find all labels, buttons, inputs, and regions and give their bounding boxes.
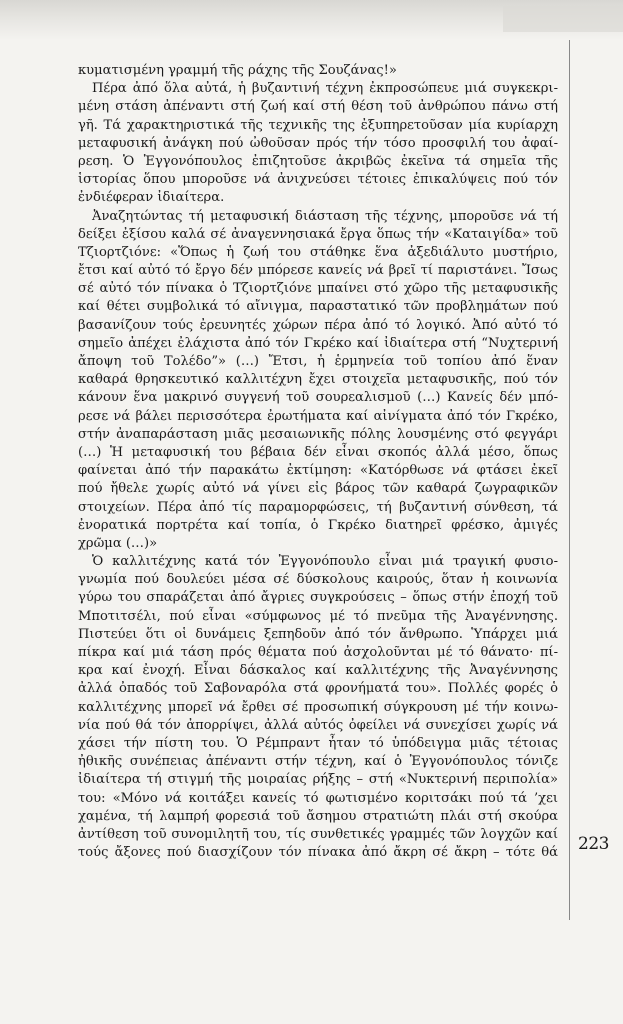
text-line: ἱστορίας ὅπου μποροῦσε νά ἀνιχνεύσει τέτοιες ἐπικαλύψεις πού τόν <box>78 172 558 188</box>
text-line: Τζιορτζιόνε: «Ὅπως ἡ ζωή του στάθηκε ἕνα ἀξεδιάλυτο μυστήριο, <box>78 244 558 260</box>
text-line: Πιστεύει ὅτι οἱ δυνάμεις ξεπηδοῦν ἀπό τόν ἄνθρωπο. Ὑπάρχει μιά <box>78 626 558 642</box>
text-line: γνωμία πού δουλεύει μέσα σέ δύσκολους καιρούς, ὅταν ἡ κοινωνία <box>78 572 558 588</box>
text-line: χάσει τήν πίστη του. Ὁ Ρέμπραντ ἦταν τό ὑπόδειγμα μιᾶς τέτοιας <box>78 735 558 751</box>
text-line: χρῶμα (…)» <box>78 535 158 551</box>
text-line: Ὁ καλλιτέχνης κατά τόν Ἐγγονόπουλο εἶναι μιά τραγική φυσιο- <box>92 554 558 570</box>
text-line: κάνουν ἕνα μακρινό συγγενή τοῦ σουρεαλισμοῦ (…) Κανείς δέν μπό- <box>78 390 558 406</box>
text-line: ἀντίθεση τοῦ συνομιλητῆ του, τίς συνθετικές γραμμές τῶν λογχῶν καί <box>78 826 558 842</box>
text-line: χαμένα, τή λαμπρή φορεσιά τοῦ ἄσημου στρατιώτη πλάι στή σκούρα <box>78 808 558 824</box>
text-line: ἐνδιέφεραν ἰδιαίτερα. <box>78 190 225 206</box>
text-line: μένη στάση ἀπέναντι στή ζωή καί στή θέση τοῦ ἀνθρώπου πάνω στή <box>78 99 558 115</box>
text-line: μεταφυσική ἀνάγκη πού ὠθοῦσαν πρός τήν τόσο προσφιλή του ἀφαί- <box>78 135 558 151</box>
text-line: ρεση. Ὁ Ἐγγονόπουλος ἐπιζητοῦσε ἀκριβῶς ἐκεῖνα τά σημεῖα τῆς <box>78 153 558 169</box>
text-line: φαίνεται ἀπό τήν παρακάτω ἐκτίμηση: «Κατόρθωσε νά φτάσει ἐκεῖ <box>78 463 558 479</box>
text-line: ἔτσι καί αὐτό τό ἔργο δέν μπόρεσε κανείς νά βρεῖ τί παριστάνει. Ἴσως <box>78 263 558 279</box>
text-line: ρεσε νά βάλει περισσότερα ἐρωτήματα καί αἰνίγματα ἀπό τόν Γκρέκο, <box>78 408 558 424</box>
text-line: στοιχείων. Πέρα ἀπό τίς παραμορφώσεις, τή βυζαντινή σύνθεση, τά <box>78 499 558 515</box>
text-line: ἰδιαίτερα τή στιγμή τῆς μοιραίας ρήξης – στή «Νυκτερινή περιπολία» <box>78 772 558 788</box>
text-line: τούς ἄξονες πού διασχίζουν τόν πίνακα ἀπό ἄκρη σέ ἄκρη – τότε θά <box>78 845 558 861</box>
text-line: πίκρα καί μιά τάση πρός θέματα πού ἀσχολοῦνται μέ τό θάνατο· πί- <box>78 645 558 660</box>
text-line: γύρω του σπαράζεται ἀπό ἄγριες συγκρούσεις – ὅπως στήν ἐποχή τοῦ <box>78 590 558 606</box>
text-line: νία πού θά τόν ἀπορρίψει, ἀλλά αὐτός ὀφείλει νά συνεχίσει χωρίς νά <box>78 717 558 733</box>
text-line: ἄποψη τοῦ Τολέδο”» (…) Ἔτσι, ἡ ἑρμηνεία τοῦ τοπίου ἀπό ἕναν <box>78 354 558 369</box>
text-line: Πέρα ἀπό ὅλα αὐτά, ἡ βυζαντινή τέχνη ἐκπροσώπευε μιά συγκεκρι- <box>92 81 558 97</box>
top-bleed-shadow <box>503 6 623 32</box>
text-line: κρα καί ἐνοχή. Εἶναι δάσκαλος καί καλλιτέχνης τῆς Ἀναγέννησης <box>78 663 558 679</box>
text-line: Μποτιτσέλι, πού εἶναι «σύμφωνος μέ τό πνεῦμα τῆς Ἀναγέννησης. <box>78 608 558 624</box>
text-line: ἠθικῆς συνέπειας ἀπέναντι στήν τέχνη, καί ὁ Ἐγγονόπουλος τόνιζε <box>78 754 558 770</box>
text-line: πού ἤθελε χωρίς αὐτό νά γίνει εἰς βάρος τῶν καθαρά ζωγραφικῶν <box>78 481 558 497</box>
margin-rule <box>569 40 570 920</box>
text-line: ἀλλά ὀπαδός τοῦ Σαβοναρόλα στά φρονήματά του». Πολλές φορές ὁ <box>78 681 558 697</box>
text-line: Ἀναζητώντας τή μεταφυσική διάσταση τῆς τέχνης, μποροῦσε νά τή <box>92 208 558 224</box>
text-line: ἐνορατικά πορτρέτα καί τοπία, ὁ Γκρέκο διατηρεῖ φρέσκο, ἀμιγές <box>78 517 558 533</box>
text-line: (…) Ἡ μεταφυσική του βέβαια δέν εἶναι σκοπός ἀλλά μέσο, ὅπως <box>78 444 558 460</box>
text-line: γῆ. Τά χαρακτηριστικά τῆς τεχνικῆς της ἐξυπηρετοῦσαν μία κυρίαρχη <box>78 117 558 133</box>
text-line: δείξει ἐξίσου καλά σέ ἀναγεννησιακά ἔργα ὅπως τήν «Καταιγίδα» τοῦ <box>78 226 558 242</box>
text-line: καλλιτέχνης μπορεῖ νά ἔρθει σέ προσωπική σύγκρουση μέ τήν κοινω- <box>78 699 558 715</box>
text-line: κυματισμένη γραμμή τῆς ράχης τῆς Σουζάνας!» <box>78 63 397 78</box>
text-line: στήν ἀναπαράσταση μιᾶς μεσαιωνικῆς πόλης λουσμένης στό φεγγάρι <box>78 426 558 442</box>
body-text <box>78 62 558 862</box>
text-line: σημεῖο ἀπέχει ἐλάχιστα ἀπό τόν Γκρέκο καί ἰδιαίτερα στή “Νυχτερινή <box>78 335 558 351</box>
text-line: καί θέτει συμβολικά τό αἴνιγμα, παραστατικό τῶν προβλημάτων πού <box>78 299 558 315</box>
page-number: 223 <box>578 834 609 854</box>
text-line: βασανίζουν τούς ἐρευνητές χώρων πέρα ἀπό τό λογικό. Ἀπό αὐτό τό <box>78 317 558 333</box>
text-line: σέ αὐτό τόν πίνακα ὁ Τζιορτζιόνε μπαίνει στό χῶρο τῆς μεταφυσικῆς <box>78 281 558 297</box>
text-line: καθαρά θρησκευτικό καλλιτέχνη ἔχει στοιχεῖα μεταφυσικῆς, πού τόν <box>78 372 558 388</box>
text-line: του: «Μόνο νά κοιτάξει κανείς τό φωτισμένο κοριτσάκι πού τά ’χει <box>78 790 558 806</box>
